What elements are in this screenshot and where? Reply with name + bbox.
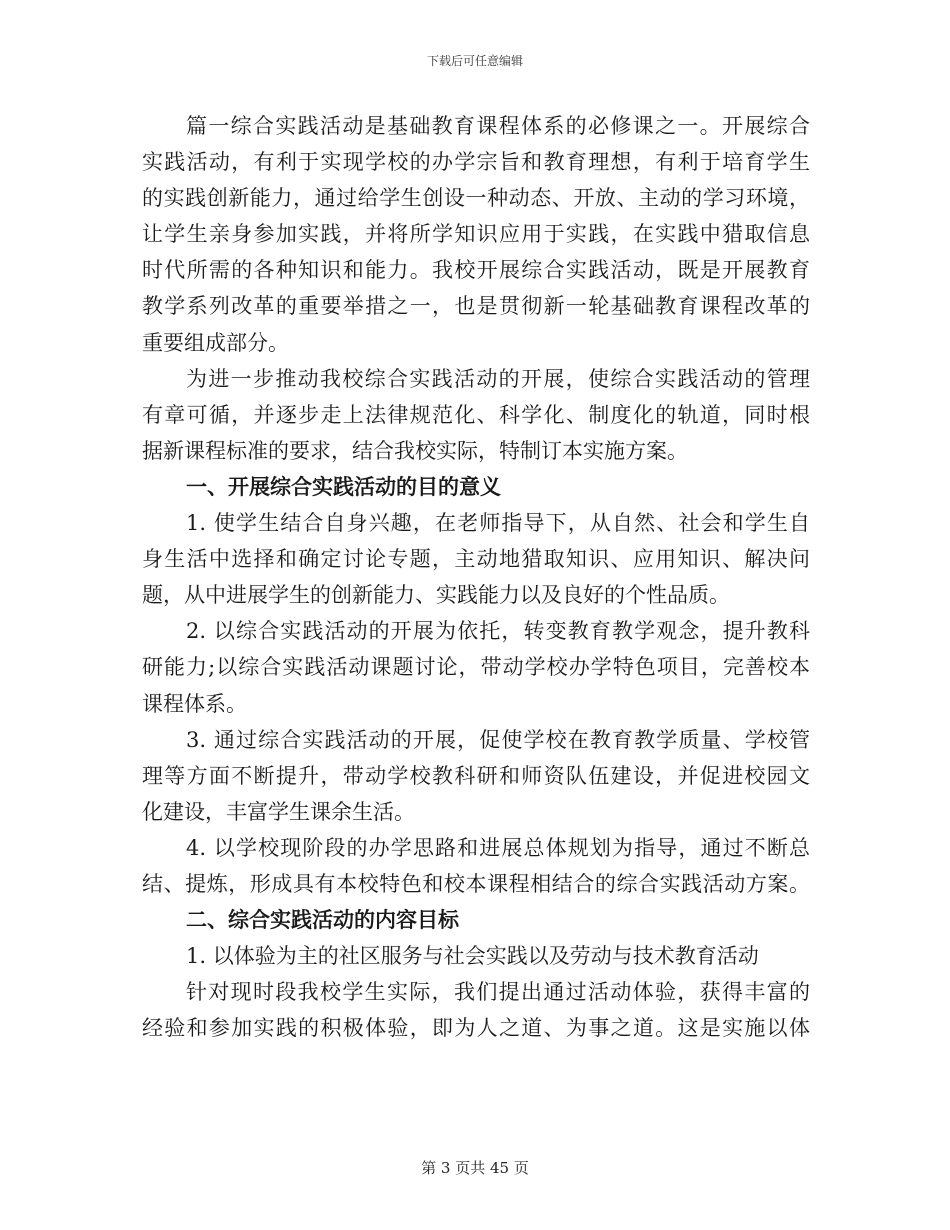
text-line: 3. 通过综合实践活动的开展，促使学校在教育教学质量、学校管 [186, 727, 810, 752]
text-line: 2. 以综合实践活动的开展为依托，转变教育教学观念，提升教科 [186, 619, 810, 644]
document-body [142, 108, 810, 1046]
text-line: 针对现时段我校学生实际，我们提出通过活动体验，获得丰富的 [186, 980, 810, 1005]
text-line: 实践活动，有利于实现学校的办学宗旨和教育理想，有利于培育学生 [142, 150, 810, 175]
section-heading: 一、开展综合实践活动的目的意义 [186, 473, 501, 499]
text-line: 题，从中进展学生的创新能力、实践能力以及良好的个性品质。 [142, 583, 730, 608]
section-heading: 二、综合实践活动的内容目标 [186, 907, 459, 933]
text-line: 研能力;以综合实践活动课题讨论，带动学校办学特色项目，完善校本 [142, 655, 810, 680]
text-line: 化建设，丰富学生课余生活。 [142, 799, 415, 824]
text-line: 课程体系。 [142, 691, 247, 716]
page-header: 下载后可任意编辑 [426, 54, 523, 68]
text-line: 的实践创新能力，通过给学生创设一种动态、开放、主动的学习环境， [142, 186, 810, 211]
page-footer: 第 3 页共 45 页 [421, 1159, 529, 1177]
text-line: 篇一综合实践活动是基础教育课程体系的必修课之一。开展综合 [186, 114, 810, 138]
text-line: 结、提炼，形成具有本校特色和校本课程相结合的综合实践活动方案。 [142, 871, 810, 896]
text-line: 教学系列改革的重要举措之一，也是贯彻新一轮基础教育课程改革的 [142, 294, 810, 319]
text-line: 据新课程标准的要求，结合我校实际，特制订本实施方案。 [142, 438, 688, 463]
text-line: 1. 使学生结合自身兴趣，在老师指导下，从自然、社会和学生自 [186, 511, 810, 536]
text-line: 为进一步推动我校综合实践活动的开展，使综合实践活动的管理 [186, 366, 810, 391]
text-line: 有章可循，并逐步走上法律规范化、科学化、制度化的轨道，同时根 [142, 402, 810, 427]
text-line: 身生活中选择和确定讨论专题，主动地猎取知识、应用知识、解决问 [142, 547, 810, 572]
text-line: 理等方面不断提升，带动学校教科研和师资队伍建设，并促进校园文 [142, 763, 810, 788]
text-line: 让学生亲身参加实践，并将所学知识应用于实践，在实践中猎取信息 [142, 222, 810, 247]
text-line: 4. 以学校现阶段的办学思路和进展总体规划为指导，通过不断总 [186, 835, 810, 860]
text-line: 1. 以体验为主的社区服务与社会实践以及劳动与技术教育活动 [186, 944, 759, 969]
text-line: 重要组成部分。 [142, 330, 289, 355]
text-line: 时代所需的各种知识和能力。我校开展综合实践活动，既是开展教育 [142, 258, 810, 283]
text-line: 经验和参加实践的积极体验，即为人之道、为事之道。这是实施以体 [142, 1016, 810, 1041]
